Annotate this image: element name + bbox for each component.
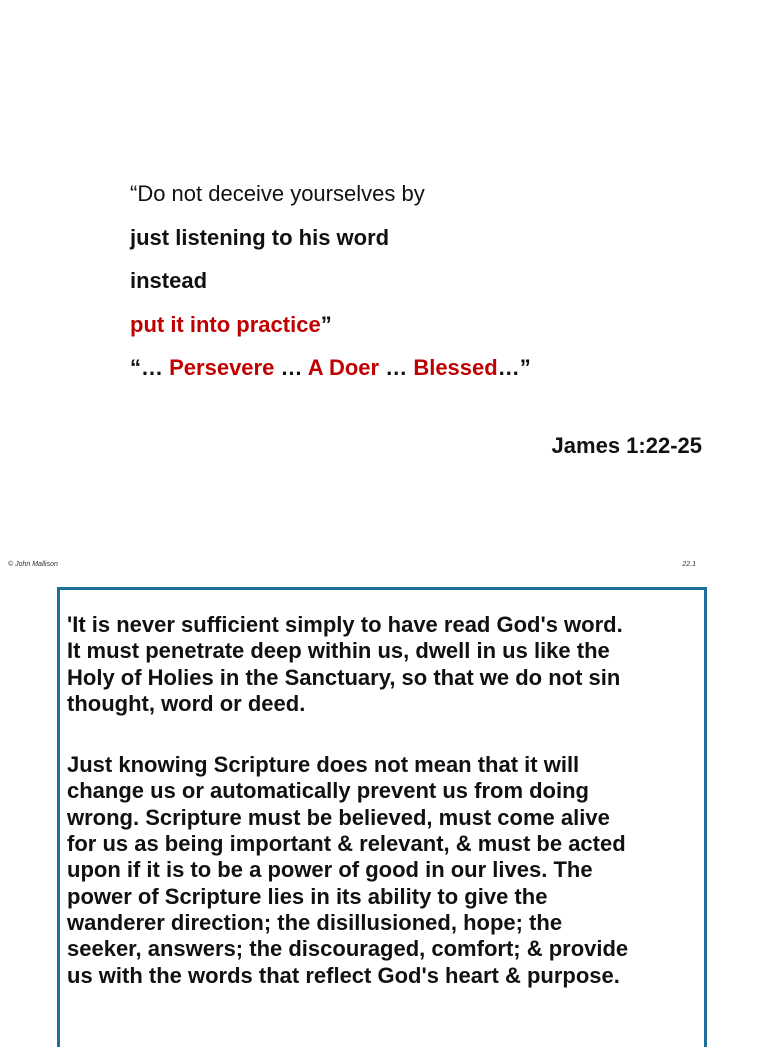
- quote-line: “Do not deceive yourselves by: [130, 181, 425, 206]
- summary-close: …”: [497, 355, 531, 380]
- text-line: Just knowing Scripture does not mean that it will: [67, 752, 580, 778]
- paragraph-gap: [67, 717, 704, 752]
- practice-line: [130, 303, 531, 347]
- text-line: It must penetrate deep within us, dwell in us like the: [67, 638, 610, 664]
- text-line: wanderer direction; the disillusioned, hope; the: [67, 909, 563, 935]
- practice-text: put it into practice: [130, 311, 321, 337]
- quote-line: instead: [130, 268, 208, 293]
- summary-separator: …: [274, 355, 308, 380]
- summary-open: “…: [130, 355, 170, 380]
- text-line: power of Scripture lies in its ability to give the: [67, 883, 548, 909]
- text-line: 'It is never sufficient simply to have read God's word.: [67, 612, 623, 637]
- text-line: Holy of Holies in the Sanctuary, so that we do not sin: [67, 664, 621, 690]
- persevere-keyword: Persevere: [169, 355, 275, 380]
- commentary-paragraph-2: [67, 752, 704, 989]
- text-line: upon if it is to be a power of good in our lives. The: [67, 857, 593, 883]
- text-line: thought, word or deed.: [67, 690, 306, 716]
- copyright-notice: © John Mallison: [8, 561, 58, 568]
- commentary-paragraph-1: [67, 612, 704, 717]
- text-line: seeker, answers; the discouraged, comfort; & provide: [67, 936, 629, 962]
- text-line: wrong. Scripture must be believed, must come alive: [67, 804, 610, 830]
- closing-quote-mark: ”: [320, 311, 332, 337]
- blessed-keyword: Blessed: [413, 355, 498, 380]
- quote-line: just listening to his word: [130, 224, 390, 250]
- scripture-reference: James 1:22-25: [551, 433, 702, 458]
- summary-separator: …: [379, 355, 414, 380]
- doer-keyword: A Doer: [307, 355, 380, 380]
- scripture-quote: [130, 172, 531, 390]
- text-line: change us or automatically prevent us from doing: [67, 778, 589, 804]
- commentary-box: [57, 587, 707, 1047]
- text-line: for us as being important & relevant, & must be acted: [67, 831, 626, 857]
- text-line: us with the words that reflect God's heart & purpose.: [67, 962, 620, 988]
- slide-number: 22.1: [682, 561, 696, 568]
- summary-line: [130, 346, 531, 390]
